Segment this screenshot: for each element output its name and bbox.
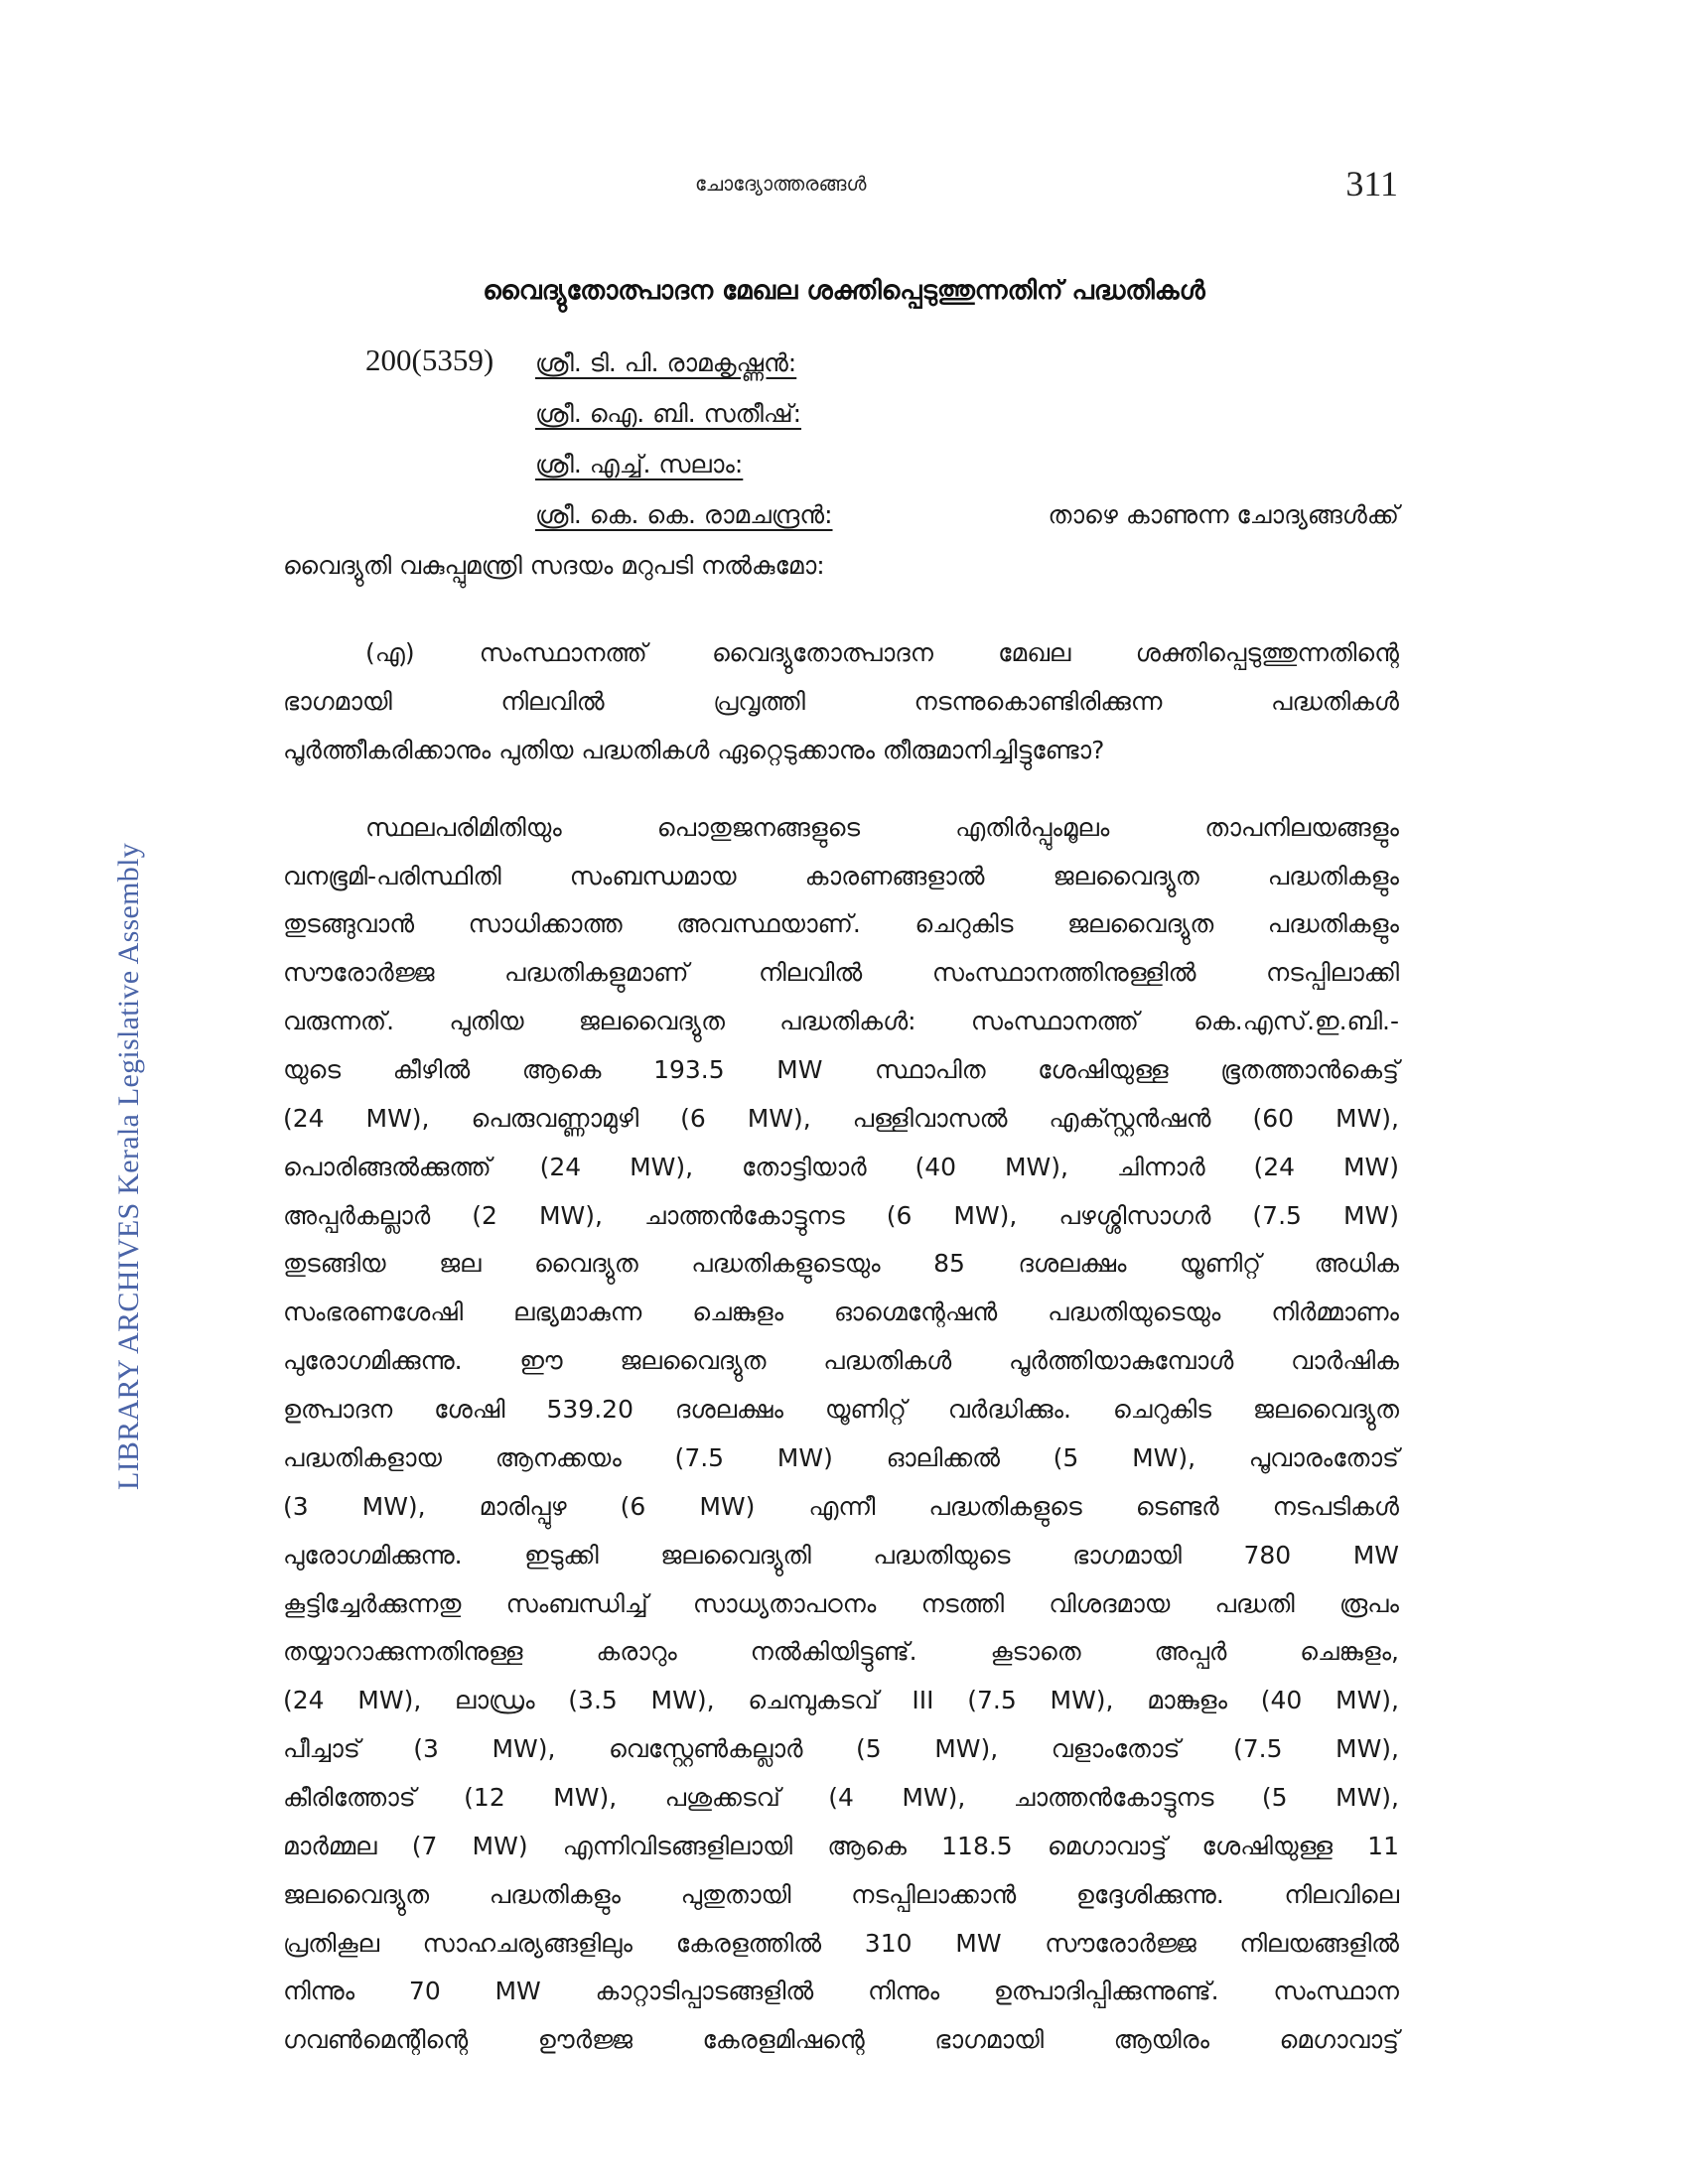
answer-line: കൂട്ടിച്ചേർക്കുന്നതു സംബന്ധിച്ച് സാധ്യതാപഠനം നടത്തി വിശദമായ പദ്ധതി രൂപം (283, 1589, 1399, 1618)
member-list (535, 343, 801, 495)
answer-line: നിന്നും 70 MW കാറ്റാടിപ്പാടങ്ങളിൽ നിന്നും ഉത്പാദിപ്പിക്കുന്നുണ്ട്. സംസ്ഥാന (283, 1977, 1399, 2005)
member-item (535, 394, 801, 445)
answer-line: സംഭരണശേഷി ലഭ്യമാകുന്ന ചെങ്കുളം ഓഗ്മെന്റേഷൻ പദ്ധതിയുടെയും നിർമ്മാണം (283, 1297, 1399, 1326)
question-title: വൈദ്യുതോത്പാദന മേഖല ശക്തിപ്പെടുത്തുന്നതിന് പദ്ധതികൾ (483, 276, 1205, 306)
answer-line: ജലവൈദ്യുത പദ്ധതികളും പുതുതായി നടപ്പിലാക്കാൻ ഉദ്ദേശിക്കുന്നു. നിലവിലെ (283, 1880, 1399, 1909)
answer-line: സ്ഥലപരിമിതിയും പൊതുജനങ്ങളുടെ എതിർപ്പുംമൂലം താപനിലയങ്ങളും (365, 813, 1399, 842)
member-name: ശ്രീ. ടി. പി. രാമകൃഷ്ണൻ: (535, 348, 797, 377)
sub-question-line: ഭാഗമായി നിലവിൽ പ്രവൃത്തി നടന്നുകൊണ്ടിരിക്കുന്ന പദ്ധതികൾ (283, 687, 1399, 716)
answer-line: പ്രതികൂല സാഹചര്യങ്ങളിലും കേരളത്തിൽ 310 MW സൗരോർജ്ജ നിലയങ്ങളിൽ (283, 1929, 1399, 1958)
last-member-line (535, 495, 1399, 535)
answer-line: സൗരോർജ്ജ പദ്ധതികളുമാണ് നിലവിൽ സംസ്ഥാനത്തിനുള്ളിൽ നടപ്പിലാക്കി (283, 958, 1399, 987)
answer-line: അപ്പർകല്ലാർ (2 MW), ചാത്തൻകോട്ടുനട (6 MW), പഴശ്ശിസാഗർ (7.5 MW) (283, 1201, 1399, 1230)
member-name: ശ്രീ. എച്ച്. സലാം: (535, 450, 744, 478)
answer-line: പദ്ധതികളായ ആനക്കയം (7.5 MW) ഓലിക്കൽ (5 MW), പൂവാരംതോട് (283, 1443, 1399, 1472)
question-prompt-line: വൈദ്യുതി വകുപ്പുമന്ത്രി സദയം മറുപടി നൽകുമോ: (283, 551, 825, 580)
answer-line: ഉത്പാദന ശേഷി 539.20 ദശലക്ഷം യൂണിറ്റ് വർദ്ധിക്കും. ചെറുകിട ജലവൈദ്യുത (283, 1395, 1399, 1424)
answer-line: വനഭൂമി-പരിസ്ഥിതി സംബന്ധമായ കാരണങ്ങളാൽ ജലവൈദ്യുത പദ്ധതികളും (283, 862, 1399, 890)
answer-line: പുരോഗമിക്കുന്നു. ഇടുക്കി ജലവൈദ്യുതി പദ്ധതിയുടെ ഭാഗമായി 780 MW (283, 1541, 1399, 1570)
question-number: 200(5359) (365, 342, 494, 377)
answer-line: പൊരിങ്ങൽക്കുത്ത് (24 MW), തോട്ടിയാർ (40 MW), ചിന്നാർ (24 MW) (283, 1153, 1399, 1181)
member-name: ശ്രീ. കെ. കെ. രാമചന്ദ്രൻ: (535, 500, 833, 529)
member-item (535, 445, 801, 495)
answer-line: (24 MW), ലാഡ്രം (3.5 MW), ചെമ്പുകടവ് III (7.5 MW), മാങ്കുളം (40 MW), (283, 1686, 1399, 1714)
sub-question-line: പൂർത്തീകരിക്കാനും പുതിയ പദ്ധതികൾ ഏറ്റെടുക്കാനും തീരുമാനിച്ചിട്ടുണ്ടോ? (283, 736, 1105, 764)
answer-line: ഗവൺമെന്റിന്റെ ഊർജ്ജ കേരളമിഷന്റെ ഭാഗമായി ആയിരം മെഗാവാട്ട് (283, 2025, 1399, 2054)
page-number: 311 (1345, 164, 1398, 204)
answer-line: വരുന്നത്. പുതിയ ജലവൈദ്യുത പദ്ധതികൾ: സംസ്ഥാനത്ത് കെ.എസ്.ഇ.ബി.- (283, 1007, 1399, 1035)
member-name: ശ്രീ. ഐ. ബി. സതീഷ്: (535, 399, 802, 428)
member-item (535, 343, 801, 394)
question-prompt-tail: താഴെ കാണുന്ന ചോദ്യങ്ങൾക്ക് (1048, 500, 1399, 529)
running-header-title: ചോദ്യോത്തരങ്ങൾ (695, 172, 867, 196)
answer-line: (3 MW), മാരിപ്പുഴ (6 MW) എന്നീ പദ്ധതികളുടെ ടെണ്ടർ നടപടികൾ (283, 1492, 1399, 1521)
answer-line: യുടെ കീഴിൽ ആകെ 193.5 MW സ്ഥാപിത ശേഷിയുള്ള ഭൂതത്താൻകെട്ട് (283, 1055, 1399, 1084)
answer-line: തുടങ്ങിയ ജല വൈദ്യുത പദ്ധതികളുടെയും 85 ദശലക്ഷം യൂണിറ്റ് അധിക (283, 1249, 1399, 1278)
answer-line: തയ്യാറാക്കുന്നതിനുള്ള കരാറും നൽകിയിട്ടുണ്ട്. കൂടാതെ അപ്പർ ചെങ്കുളം, (283, 1637, 1399, 1666)
answer-line: (24 MW), പെരുവണ്ണാമുഴി (6 MW), പള്ളിവാസൽ എക്സ്റ്റൻഷൻ (60 MW), (283, 1104, 1399, 1133)
answer-line: പീച്ചാട് (3 MW), വെസ്റ്റേൺകല്ലാർ (5 MW), വളാംതോട് (7.5 MW), (283, 1734, 1399, 1763)
answer-line: മാർമ്മല (7 MW) എന്നിവിടങ്ങളിലായി ആകെ 118.5 മെഗാവാട്ട് ശേഷിയുള്ള 11 (283, 1832, 1399, 1860)
archive-watermark: LIBRARY ARCHIVES Kerala Legislative Assembly (112, 842, 145, 1491)
answer-line: പുരോഗമിക്കുന്നു. ഈ ജലവൈദ്യുത പദ്ധതികൾ പൂർത്തിയാകുമ്പോൾ വാർഷിക (283, 1346, 1399, 1375)
sub-question-line: (എ) സംസ്ഥാനത്ത് വൈദ്യുതോത്പാദന മേഖല ശക്തിപ്പെടുത്തുന്നതിന്റെ (365, 638, 1399, 667)
answer-line: തുടങ്ങുവാൻ സാധിക്കാത്ത അവസ്ഥയാണ്. ചെറുകിട ജലവൈദ്യുത പദ്ധതികളും (283, 909, 1399, 938)
answer-line: കീരിത്തോട് (12 MW), പശുക്കടവ് (4 MW), ചാത്തൻകോട്ടുനട (5 MW), (283, 1783, 1399, 1812)
